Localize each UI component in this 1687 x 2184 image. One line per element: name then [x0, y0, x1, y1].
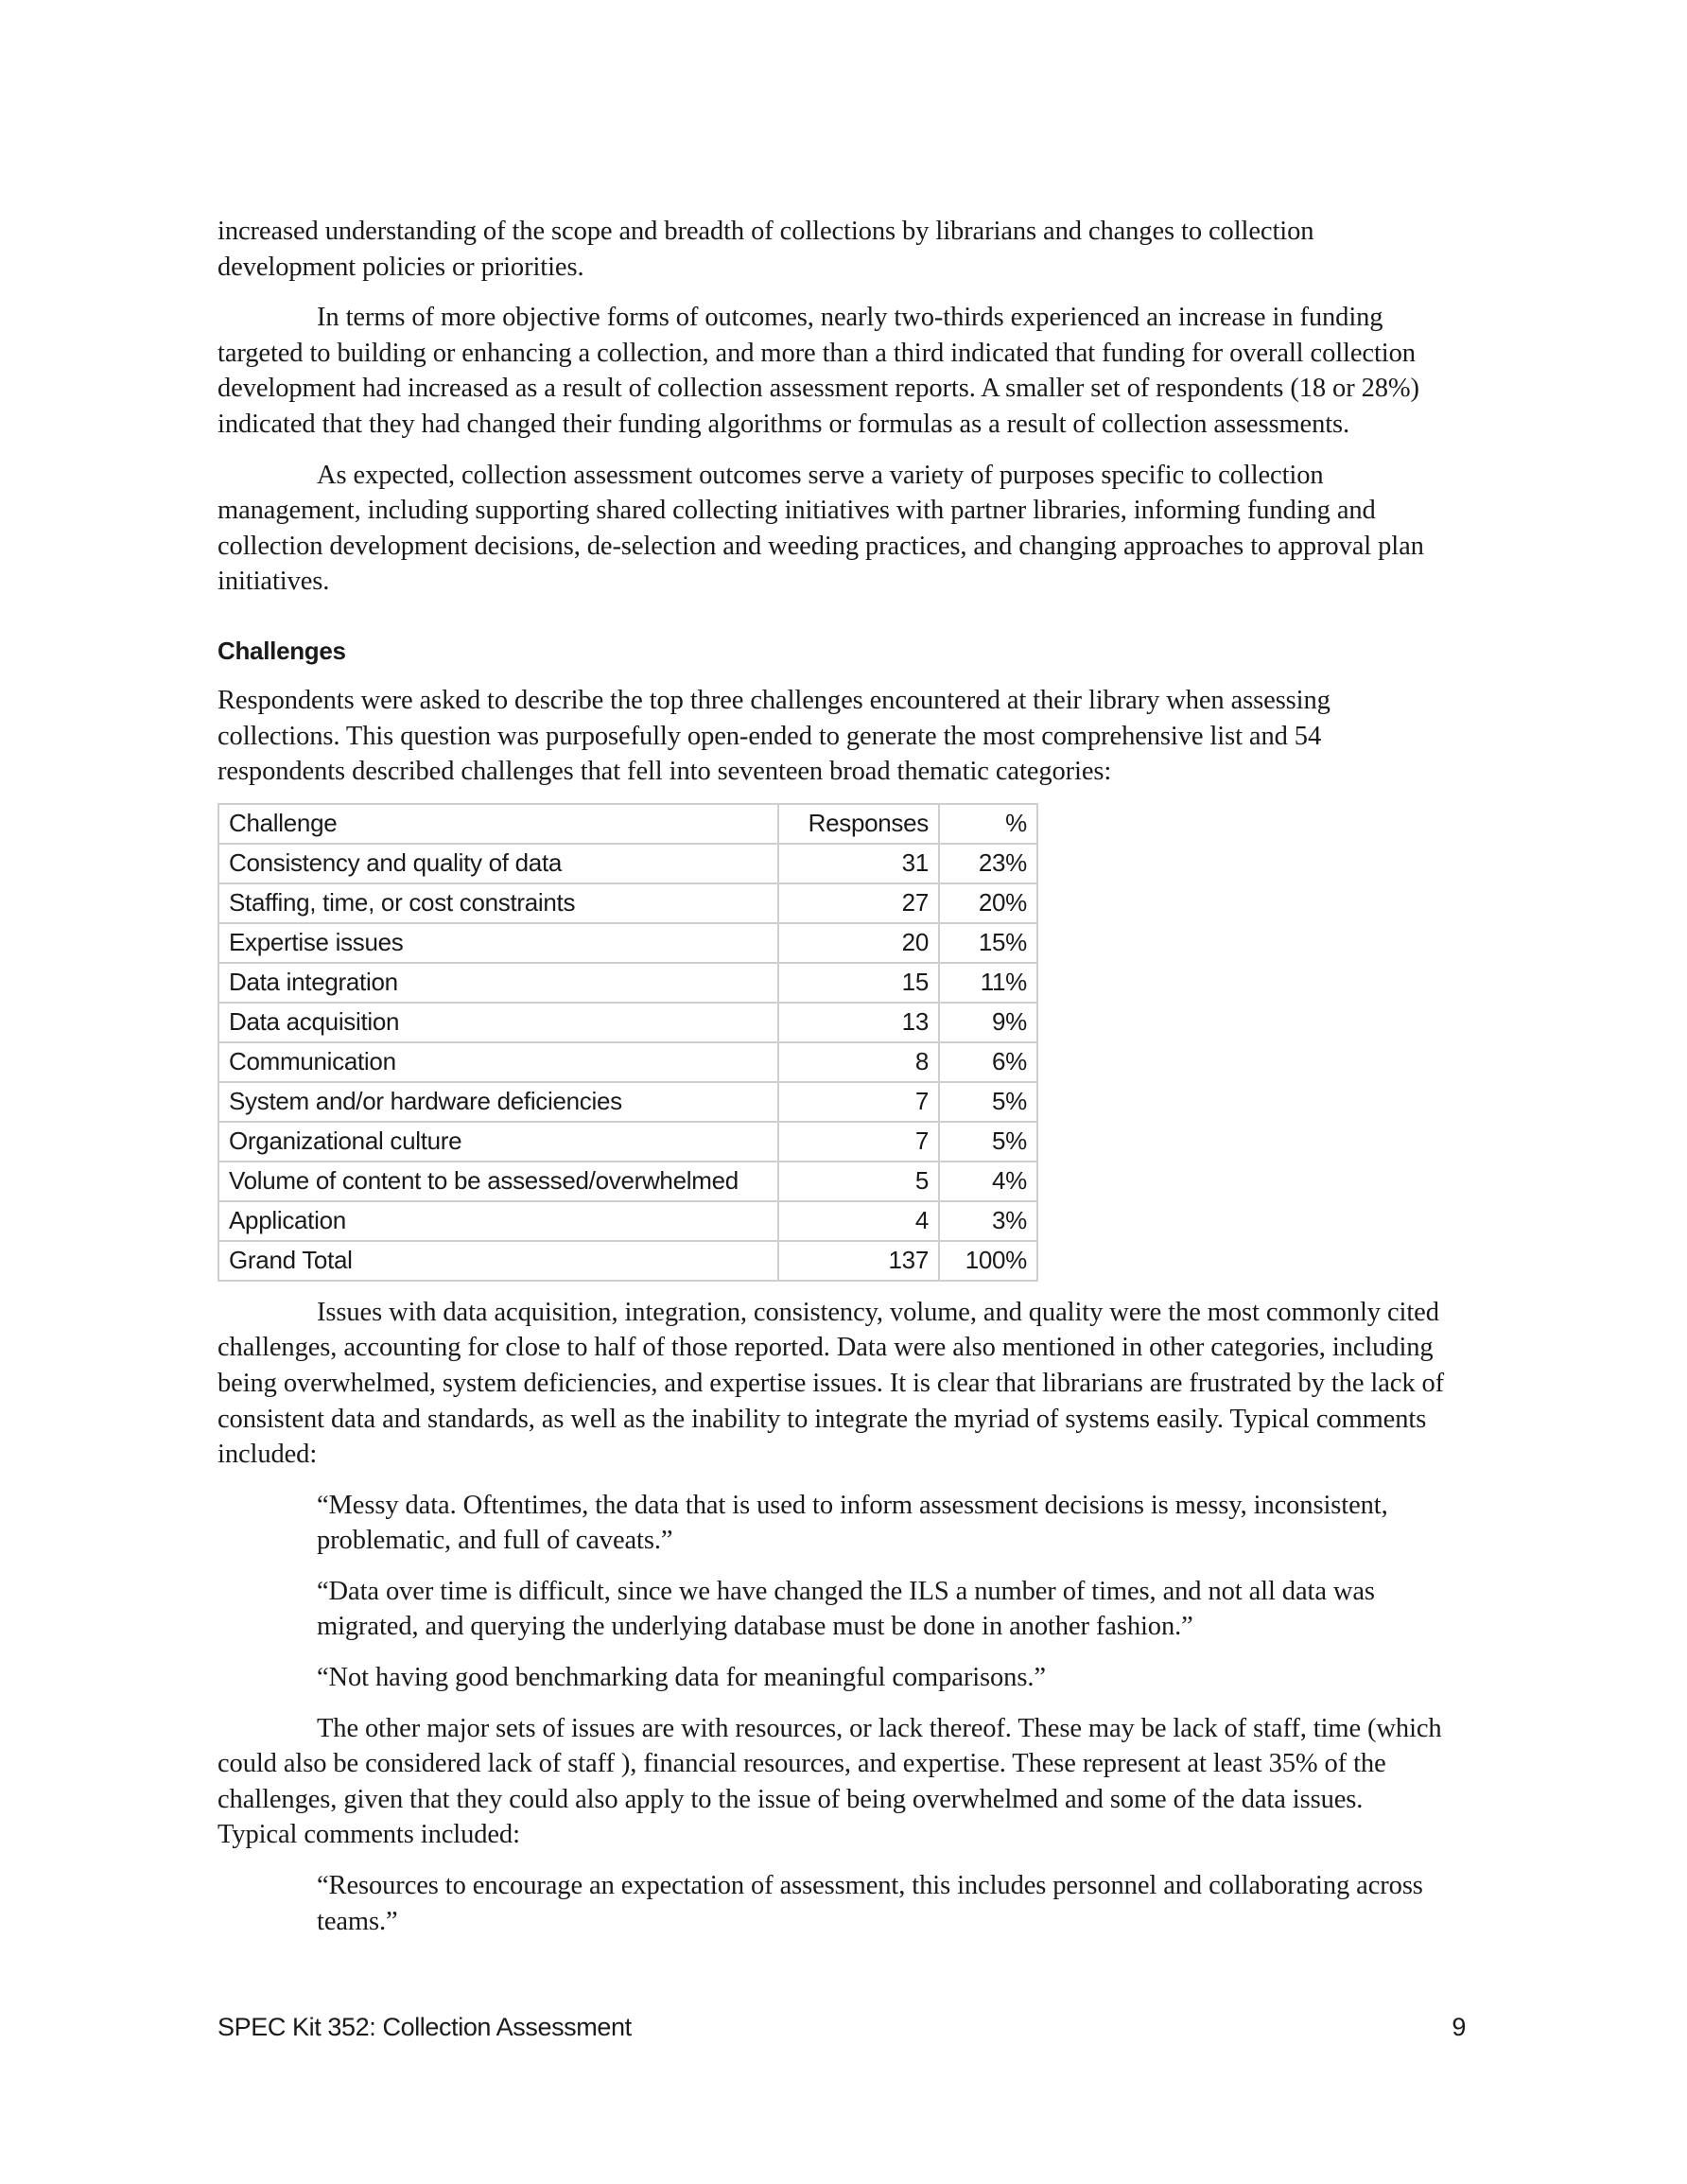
- cell-percent: 3%: [939, 1201, 1037, 1241]
- challenges-intro-paragraph: Respondents were asked to describe the top three challenges encountered at their library when assessing collections. This question was purposefully open-ended to generate the most comprehensive list and 54 respondents described challenges that fell into seventeen broad thematic categories:: [217, 685, 1330, 787]
- table-row: [218, 923, 1037, 963]
- cell-responses: 4: [778, 1201, 939, 1241]
- section-heading-challenges: Challenges: [217, 636, 346, 665]
- table-row: [218, 1162, 1037, 1201]
- page-content: [217, 214, 1447, 1954]
- cell-responses: 7: [778, 1122, 939, 1162]
- cell-challenge: Communication: [218, 1042, 778, 1082]
- purposes-paragraph: As expected, collection assessment outcomes serve a variety of purposes specific to collection management, including supporting shared collecting initiatives with partner libraries, informing funding and collection development decisions, de-selection and weeding practices, and changing approaches to approval plan initiatives.: [217, 460, 1424, 597]
- cell-percent: 5%: [939, 1122, 1037, 1162]
- cell-percent: 9%: [939, 1003, 1037, 1042]
- cell-percent: 100%: [939, 1241, 1037, 1281]
- header-percent: %: [939, 804, 1037, 844]
- table-row: [218, 844, 1037, 883]
- cell-responses: 137: [778, 1241, 939, 1281]
- cell-percent: 20%: [939, 883, 1037, 923]
- quote-data-over-time: “Data over time is difficult, since we have changed the ILS a number of times, and not all data was migrated, and querying the underlying database must be done in another fashion.”: [317, 1576, 1375, 1642]
- cell-challenge: Organizational culture: [218, 1122, 778, 1162]
- cell-responses: 27: [778, 883, 939, 923]
- cell-challenge: Expertise issues: [218, 923, 778, 963]
- resources-paragraph: The other major sets of issues are with resources, or lack thereof. These may be lack of staff, time (which could also be considered lack of staff ), financial resources, and expertise. These represent at least 35% of the challenges, given that they could also apply to the issue of being overwhelmed and some of the data issues. Typical comments included:: [217, 1713, 1442, 1850]
- table-row: [218, 1042, 1037, 1082]
- page-number: 9: [1452, 2013, 1466, 2041]
- header-challenge: Challenge: [218, 804, 778, 844]
- table-row: [218, 1122, 1037, 1162]
- cell-challenge: Data acquisition: [218, 1003, 778, 1042]
- cell-challenge: Consistency and quality of data: [218, 844, 778, 883]
- quote-benchmarking: “Not having good benchmarking data for meaningful comparisons.”: [317, 1663, 1046, 1693]
- cell-challenge: Application: [218, 1201, 778, 1241]
- cell-percent: 6%: [939, 1042, 1037, 1082]
- page-footer: [217, 2013, 1466, 2042]
- cell-responses: 7: [778, 1082, 939, 1122]
- table-row: [218, 883, 1037, 923]
- table-header-row: [218, 804, 1037, 844]
- cell-responses: 15: [778, 963, 939, 1003]
- challenges-table: [217, 803, 1038, 1282]
- quote-messy-data: “Messy data. Oftentimes, the data that is used to inform assessment decisions is messy, inconsistent, problematic, and full of caveats.”: [317, 1490, 1388, 1556]
- cell-responses: 5: [778, 1162, 939, 1201]
- data-issues-paragraph: Issues with data acquisition, integration, consistency, volume, and quality were the most commonly cited challenges, accounting for close to half of those reported. Data were also mentioned in other categories, including being overwhelmed, system deficiencies, and expertise issues. It is clear that librarians are frustrated by the lack of consistent data and standards, as well as the inability to integrate the myriad of systems easily. Typical comments included:: [217, 1297, 1445, 1470]
- cell-percent: 15%: [939, 923, 1037, 963]
- cell-challenge: Staffing, time, or cost constraints: [218, 883, 778, 923]
- table-total-row: [218, 1241, 1037, 1281]
- cell-percent: 5%: [939, 1082, 1037, 1122]
- cell-responses: 20: [778, 923, 939, 963]
- cell-challenge: Grand Total: [218, 1241, 778, 1281]
- cell-responses: 31: [778, 844, 939, 883]
- cell-responses: 13: [778, 1003, 939, 1042]
- cell-responses: 8: [778, 1042, 939, 1082]
- cell-challenge: Data integration: [218, 963, 778, 1003]
- footer-publication-title: SPEC Kit 352: Collection Assessment: [217, 2013, 632, 2041]
- table-row: [218, 1201, 1037, 1241]
- table-row: [218, 963, 1037, 1003]
- quote-resources: “Resources to encourage an expectation of assessment, this includes personnel and collaborating across teams.”: [317, 1871, 1423, 1936]
- cell-challenge: Volume of content to be assessed/overwhelmed: [218, 1162, 778, 1201]
- intro-continuation-paragraph: increased understanding of the scope and breadth of collections by librarians and changes to collection development policies or priorities.: [217, 217, 1314, 282]
- cell-challenge: System and/or hardware deficiencies: [218, 1082, 778, 1122]
- table-row: [218, 1082, 1037, 1122]
- outcomes-paragraph: In terms of more objective forms of outcomes, nearly two-thirds experienced an increase in funding targeted to building or enhancing a collection, and more than a third indicated that funding for overall collection development had increased as a result of collection assessment reports. A smaller set of respondents (18 or 28%) indicated that they had changed their funding algorithms or formulas as a result of collection assessments.: [217, 303, 1419, 439]
- header-responses: Responses: [778, 804, 939, 844]
- cell-percent: 4%: [939, 1162, 1037, 1201]
- table-row: [218, 1003, 1037, 1042]
- cell-percent: 23%: [939, 844, 1037, 883]
- cell-percent: 11%: [939, 963, 1037, 1003]
